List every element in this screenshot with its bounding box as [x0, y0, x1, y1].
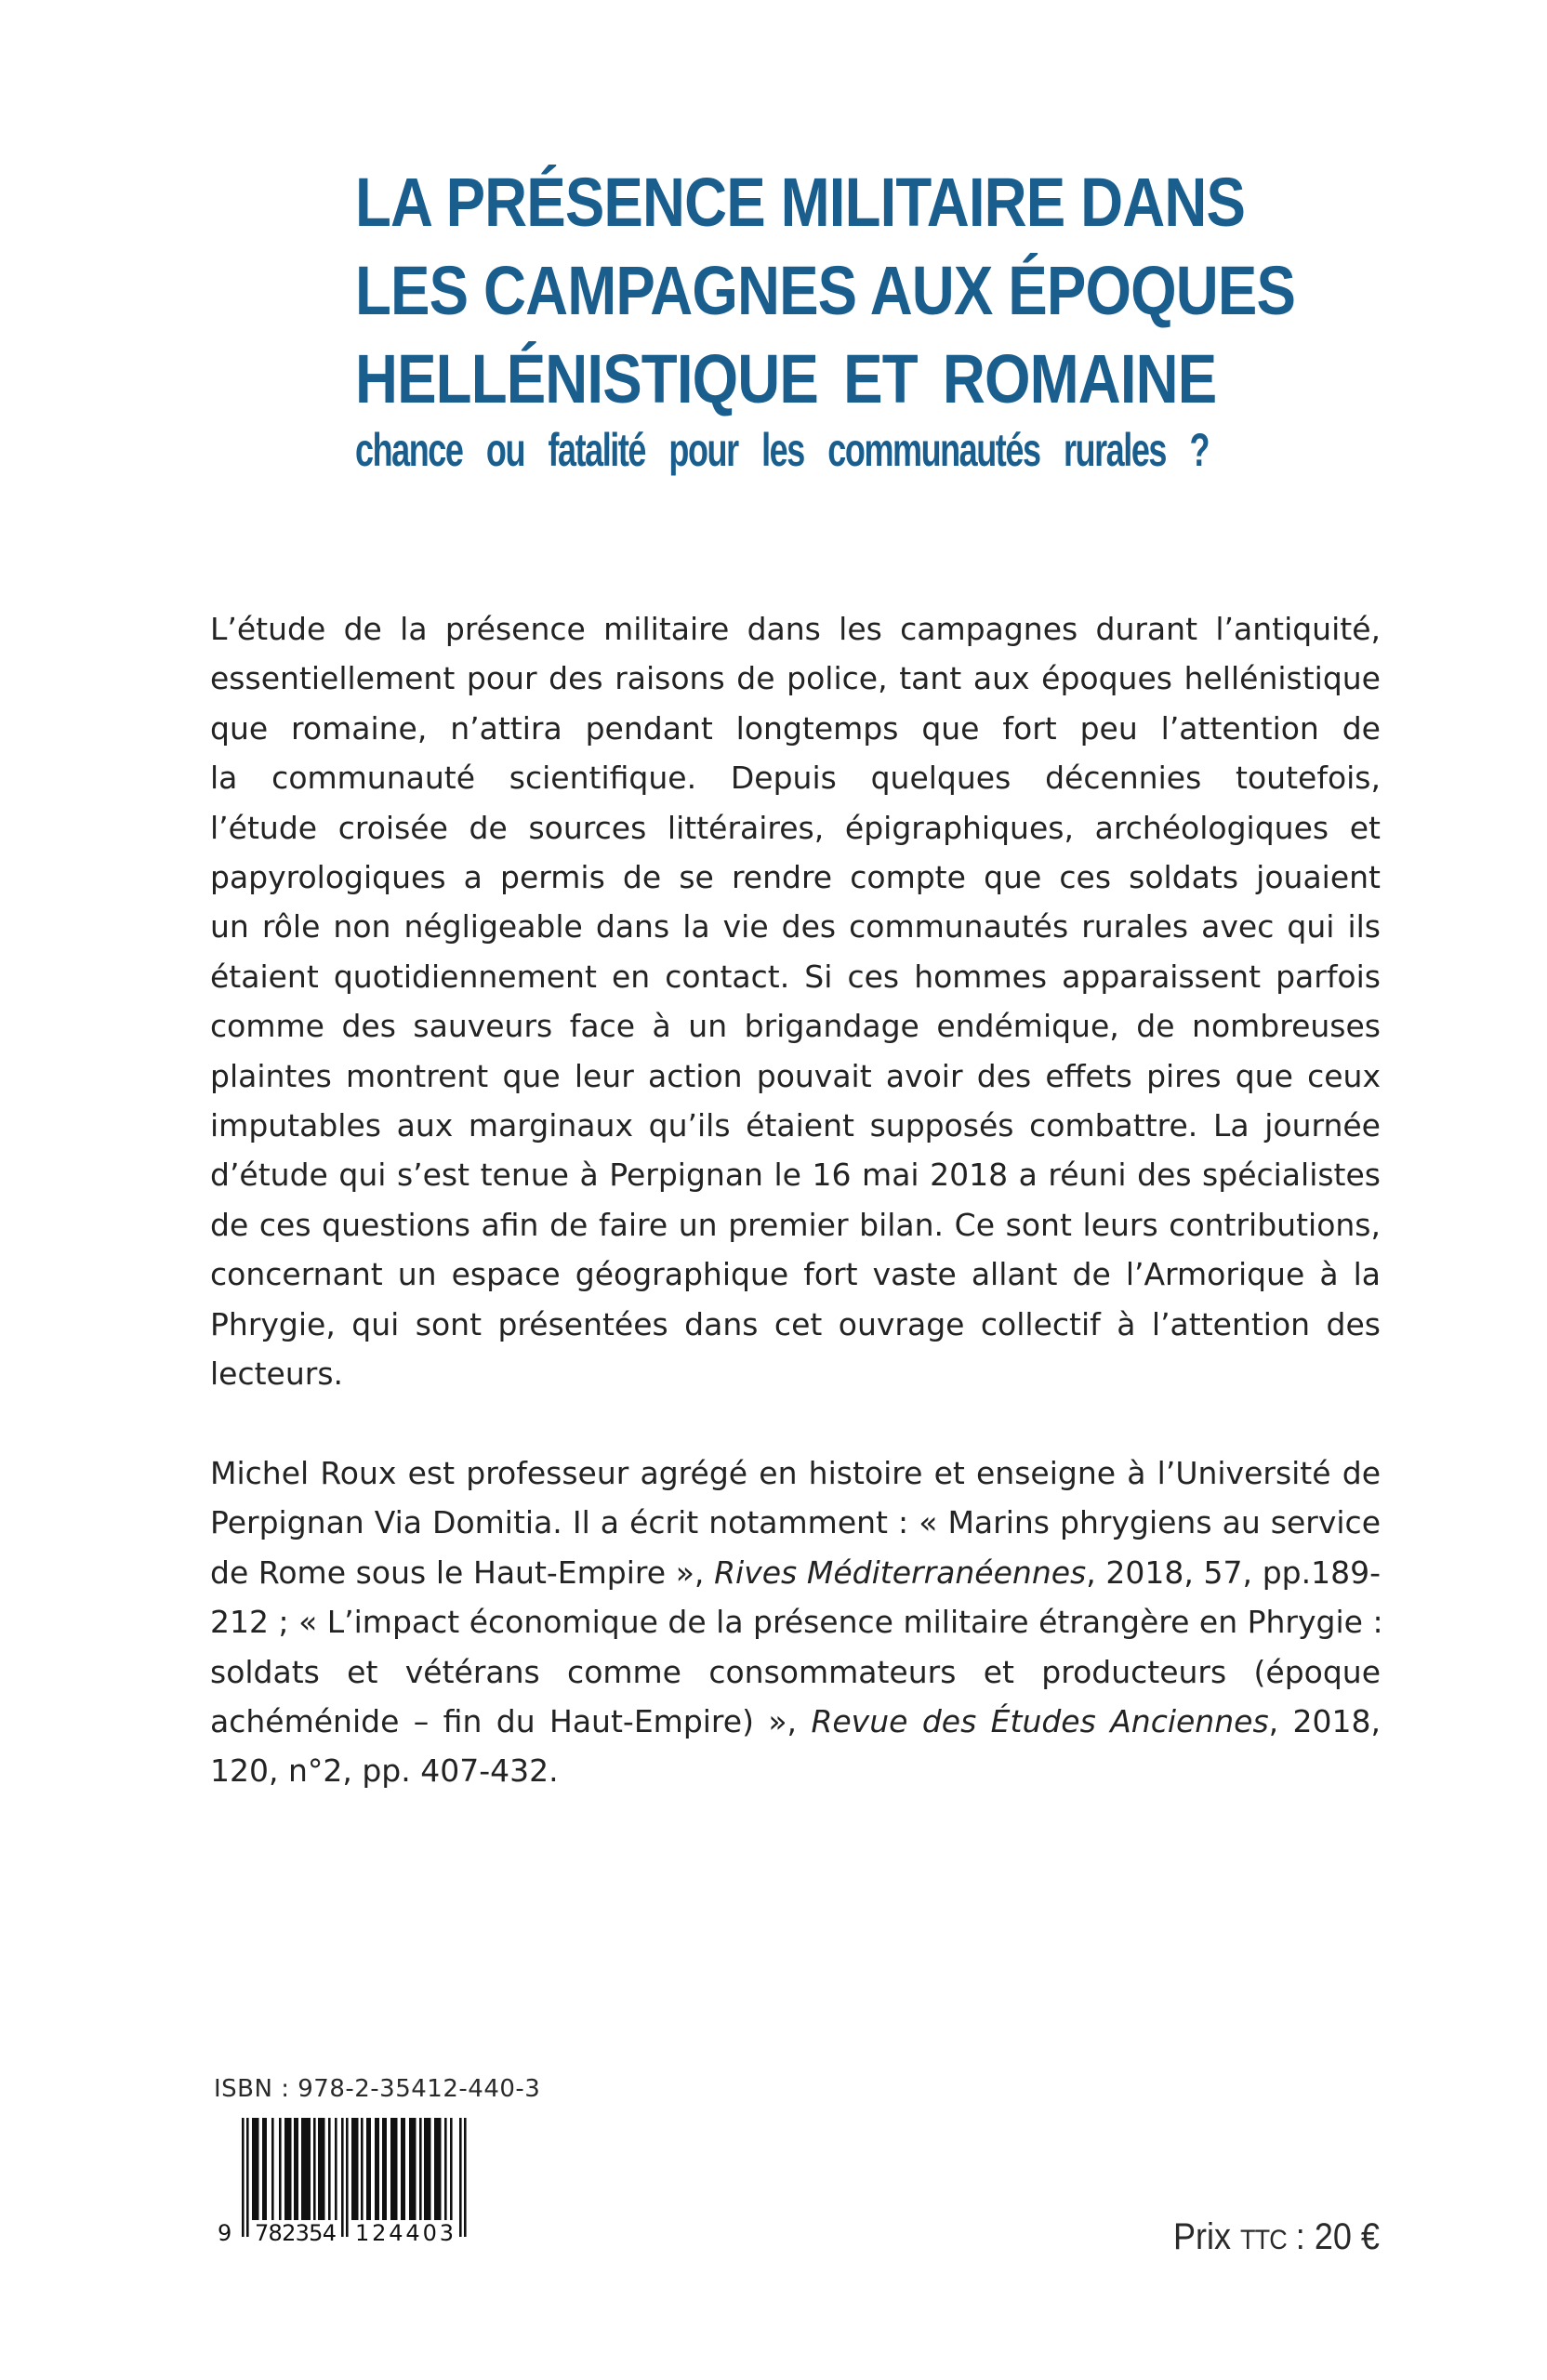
author-bio-paragraph	[210, 1448, 1381, 1796]
summary-line: de ces questions afin de faire un premier bilan. Ce sont leurs contributions,	[210, 1206, 1381, 1243]
summary-line: comme des sauveurs face à un brigandage endémique, de nombreuses	[210, 1008, 1381, 1045]
journal-title: Rives Méditerranéennes	[714, 1554, 1087, 1591]
summary-line: lecteurs.	[210, 1355, 344, 1393]
summary-line: un rôle non négligeable dans la vie des communautés rurales avec qui ils	[210, 908, 1381, 945]
bio-text: achéménide – fin du Haut-Empire) »,	[210, 1702, 812, 1739]
bio-line	[210, 1697, 1381, 1746]
summary-line: imputables aux marginaux qu’ils étaient supposés combattre. La journée	[210, 1107, 1381, 1144]
bio-line: 212 ; « L’impact économique de la présence militaire étrangère en Phrygie :	[210, 1604, 1383, 1641]
bio-line: 120, n°2, pp. 407-432.	[210, 1752, 559, 1790]
journal-title: Revue des Études Anciennes	[811, 1702, 1269, 1739]
summary-line: Phrygie, qui sont présentées dans cet ouvrage collectif à l’attention des	[210, 1305, 1381, 1342]
barcode-icon	[216, 2116, 495, 2255]
barcode-left-digits: 782354	[255, 2220, 337, 2246]
price-separator: :	[1286, 2216, 1315, 2257]
bio-line	[210, 1548, 1381, 1597]
bio-text: , 2018, 57, pp.189-	[1086, 1554, 1381, 1591]
summary-line: que romaine, n’attira pendant longtemps que fort peu l’attention de	[210, 709, 1381, 747]
title-line-2: LES CAMPAGNES AUX ÉPOQUES	[355, 252, 1296, 329]
price-tax: TTC	[1240, 2225, 1287, 2255]
bio-text: de Rome sous le Haut-Empire »,	[210, 1554, 715, 1591]
back-cover-text	[210, 604, 1381, 1796]
summary-line: d’étude qui s’est tenue à Perpignan le 16 mai 2018 a réuni des spécialistes	[210, 1157, 1381, 1194]
summary-line: essentiellement pour des raisons de police, tant aux époques hellénistique	[210, 660, 1381, 697]
barcode-right-digits: 124403	[355, 2220, 454, 2246]
bio-line: Michel Roux est professeur agrégé en histoire et enseigne à l’Université de	[210, 1454, 1381, 1491]
bio-line: soldats et vétérans comme consommateurs et producteurs (époque	[210, 1653, 1381, 1690]
cover-title-block	[355, 158, 1296, 481]
price-label	[1173, 2216, 1380, 2258]
summary-line: papyrologiques a permis de se rendre compte que ces soldats jouaient	[210, 859, 1381, 896]
summary-line: L’étude de la présence militaire dans les campagnes durant l’antiquité,	[210, 611, 1381, 647]
summary-line: concernant un espace géographique fort vaste allant de l’Armorique à la	[210, 1256, 1381, 1293]
bio-text: , 2018,	[1268, 1702, 1382, 1739]
price-amount: 20 €	[1314, 2216, 1380, 2257]
price-prefix: Prix	[1173, 2216, 1232, 2257]
barcode-first-digit: 9	[218, 2220, 232, 2246]
isbn-label: ISBN : 978-2-35412-440-3	[214, 2075, 541, 2103]
summary-paragraph	[210, 604, 1381, 1399]
summary-line: étaient quotidiennement en contact. Si ces hommes apparaissent parfois	[210, 958, 1381, 995]
summary-line: la communauté scientifique. Depuis quelques décennies toutefois,	[210, 760, 1381, 797]
title-line-3: HELLÉNISTIQUE ET ROMAINE	[355, 340, 1217, 417]
summary-line: plaintes montrent que leur action pouvait avoir des effets pires que ceux	[210, 1057, 1381, 1094]
summary-line: l’étude croisée de sources littéraires, épigraphiques, archéologiques et	[210, 809, 1381, 846]
title-line-1: LA PRÉSENCE MILITAIRE DANS	[355, 164, 1246, 241]
subtitle: chance ou fatalité pour les communautés rurales ?	[355, 424, 1209, 476]
bio-line: Perpignan Via Domitia. Il a écrit notamment : « Marins phrygiens au service	[210, 1504, 1381, 1541]
